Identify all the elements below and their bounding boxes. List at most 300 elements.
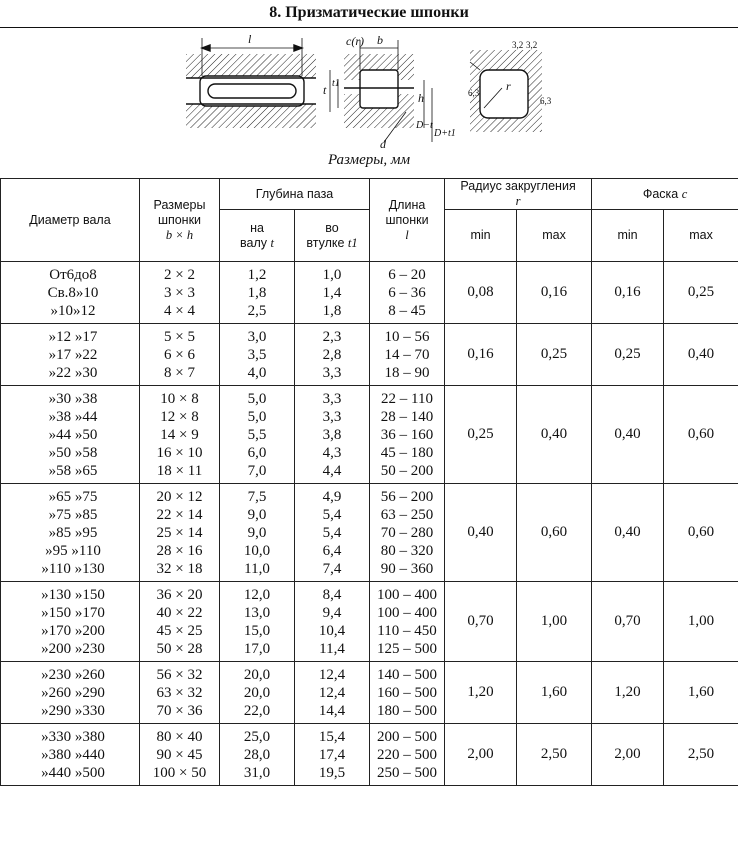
header-key-size [140,179,220,262]
diameter-part-w1: » [48,427,57,443]
diameter-part-w1: » [41,623,49,639]
length-value: 45 – 180 [380,445,434,461]
length-cell [370,386,445,484]
hub-depth-value: 5,4 [322,507,342,523]
length-value: 22 – 110 [381,391,433,407]
diameter-part-w1: » [48,409,57,425]
diameter-part-w1: » [41,561,49,577]
length-value: 140 – 500 [377,667,438,683]
key-size-value: 4 × 4 [164,303,195,319]
header-radius [445,179,592,210]
shaft-depth-value: 3,5 [247,347,267,363]
chamfer-max-value: 0,60 [664,386,738,484]
length-value: 110 – 450 [377,623,437,639]
diameter-part-a: 12 » [56,329,83,345]
length-cell [370,484,445,582]
diameter-range [3,390,139,408]
diameter-part-w1: » [48,507,57,523]
shaft-depth-value: 31,0 [243,765,271,781]
diameter-part-a: 290 » [48,703,83,719]
diameter-part-b: 58 [82,445,98,461]
shaft-depth-value: 4,0 [247,365,267,381]
shaft-depth-value: 5,5 [247,427,267,443]
hub-depth-value: 3,8 [322,427,342,443]
length-value: 250 – 500 [377,765,438,781]
chamfer-min-value: 0,70 [592,582,664,662]
shaft-depth-cell [220,724,295,786]
diameter-part-b: 50 [82,427,98,443]
diameter-range [3,640,139,658]
diameter-cell [1,324,140,386]
key-size-value: 14 × 9 [160,427,199,443]
diameter-part-w1: » [50,303,58,319]
header-depth: Глубина паза [220,179,370,210]
key-size-value: 45 × 25 [156,623,203,639]
diameter-part-a: 38 » [56,409,83,425]
header-depth-shaft-line1: на [250,220,264,235]
table-row-group [1,662,738,724]
shaft-depth-value: 10,0 [243,543,271,559]
hub-depth-value: 4,3 [322,445,342,461]
table-row-group [1,324,738,386]
diameter-part-b: 170 [82,605,105,621]
key-size-value: 50 × 28 [156,641,203,657]
diameter-part-a: 75 » [56,507,83,523]
diameter-part-b: 12 [80,303,96,319]
radius-min-value: 0,70 [445,582,517,662]
hub-depth-cell [295,324,370,386]
radius-min-value: 1,20 [445,662,517,724]
diameter-range [3,426,139,444]
radius-max-value: 0,60 [517,484,592,582]
diameter-range [3,346,139,364]
hub-depth-value: 1,4 [322,285,342,301]
length-cell [370,582,445,662]
diameter-part-w1: » [41,765,49,781]
title-rule [0,27,738,28]
header-key-size-line3: b × h [165,227,194,242]
diameter-part-b: 130 [82,561,105,577]
key-size-cell [140,324,220,386]
diameter-part-w1: » [48,391,57,407]
diameter-part-a: 22 » [56,365,83,381]
table-row-group [1,724,738,786]
fig-label-rough-2: 3,2 [526,40,538,50]
header-radius-max: max [517,210,592,262]
shaft-depth-value: 5,0 [247,409,267,425]
diameter-part-w1: » [48,445,57,461]
chamfer-min-value: 1,20 [592,662,664,724]
diameter-part-w1: От [49,267,67,283]
diameter-part-b: 85 [82,507,98,523]
shaft-depth-value: 12,0 [243,587,271,603]
diameter-part-b: 110 [78,543,101,559]
length-value: 70 – 280 [380,525,434,541]
header-diameter: Диаметр вала [1,179,140,262]
diameter-part-a: 150 » [48,605,83,621]
header-radius-sym: r [515,194,521,208]
radius-min-value: 0,16 [445,324,517,386]
diameter-part-w1: » [41,747,49,763]
hub-depth-cell [295,262,370,324]
diameter-cell [1,724,140,786]
fig-label-t1: t1 [332,78,340,89]
key-size-value: 12 × 8 [160,409,199,425]
length-value: 100 – 400 [377,587,438,603]
shaft-depth-value: 2,5 [247,303,267,319]
chamfer-max-value: 2,50 [664,724,738,786]
chamfer-max-value: 0,25 [664,262,738,324]
table-row-group [1,386,738,484]
diameter-part-a: 17 » [56,347,83,363]
diameter-cell [1,386,140,484]
key-size-cell [140,386,220,484]
shaft-depth-value: 11,0 [244,561,270,577]
fig-label-c: c(r) [346,34,364,48]
hub-depth-value: 4,9 [322,489,342,505]
hub-depth-value: 19,5 [318,765,346,781]
key-size-value: 90 × 45 [156,747,203,763]
shaft-side-view [186,38,316,128]
hub-depth-value: 3,3 [322,391,342,407]
key-size-cell [140,484,220,582]
key-size-value: 20 × 12 [156,489,203,505]
diameter-cell [1,582,140,662]
shaft-depth-value: 7,0 [247,463,267,479]
diameter-part-w1: » [48,347,57,363]
fig-label-h: h [418,91,424,105]
radius-max-value: 1,00 [517,582,592,662]
diameter-range [3,728,139,746]
diameter-part-a: 440 » [48,765,83,781]
table-title: 8. Призматические шпонки [269,4,469,21]
length-value: 8 – 45 [388,303,426,319]
length-cell [370,324,445,386]
table-row-group [1,484,738,582]
key-size-value: 18 × 11 [156,463,203,479]
header-depth-shaft-line2: валу t [240,235,274,250]
fig-label-l: l [248,32,252,46]
diameter-part-a: 330 » [48,729,83,745]
key-size-cell [140,582,220,662]
header-depth-shaft [220,210,295,262]
header-length-line2: шпонки [385,212,429,227]
hub-depth-value: 12,4 [318,685,346,701]
diameter-range [3,604,139,622]
length-cell [370,662,445,724]
shaft-depth-cell [220,484,295,582]
header-radius-label: Радиус закругления [460,179,576,193]
diameter-part-b: 200 [82,623,105,639]
hub-depth-value: 12,4 [318,667,346,683]
hub-depth-value: 3,3 [322,365,342,381]
diameter-range [3,622,139,640]
header-chamfer [592,179,738,210]
length-value: 50 – 200 [380,463,434,479]
length-value: 160 – 500 [377,685,438,701]
hub-depth-value: 17,4 [318,747,346,763]
shaft-depth-value: 15,0 [243,623,271,639]
chamfer-min-value: 0,40 [592,386,664,484]
diameter-part-b: 38 [82,391,98,407]
hub-depth-value: 5,4 [322,525,342,541]
shaft-depth-value: 20,0 [243,685,271,701]
length-value: 180 – 500 [377,703,438,719]
radius-max-value: 0,16 [517,262,592,324]
key-size-value: 2 × 2 [164,267,195,283]
diameter-range [3,666,139,684]
diameter-part-b: 8 [89,267,97,283]
shaft-depth-value: 20,0 [243,667,271,683]
diameter-part-w2: » [73,303,81,319]
shaft-depth-value: 9,0 [247,525,267,541]
hub-depth-value: 11,4 [319,641,345,657]
diameter-part-w1: » [48,525,57,541]
diameter-part-a: 85 » [56,525,83,541]
radius-max-value: 2,50 [517,724,592,786]
diameter-part-b: 22 [82,347,98,363]
diameter-part-b: 17 [82,329,98,345]
length-cell [370,724,445,786]
diameter-part-b: 230 [82,641,105,657]
header-length-sym: l [405,227,409,242]
diameter-part-b: 440 [82,747,105,763]
diameter-cell [1,262,140,324]
length-value: 200 – 500 [377,729,438,745]
diameter-part-w1: » [41,729,49,745]
fig-label-d-minus-t: D−t [416,120,433,131]
hub-depth-value: 14,4 [318,703,346,719]
header-chamfer-max: max [664,210,738,262]
diameter-part-b: 290 [82,685,105,701]
radius-max-value: 1,60 [517,662,592,724]
hub-depth-value: 6,4 [322,543,342,559]
length-value: 63 – 250 [380,507,434,523]
diameter-part-a: 8 [68,285,76,301]
radius-max-value: 0,25 [517,324,592,386]
chamfer-max-value: 0,40 [664,324,738,386]
diameter-range [3,560,139,578]
diameter-range [3,302,139,320]
length-value: 100 – 400 [377,605,438,621]
diameter-cell [1,662,140,724]
diameter-part-w2: » [75,285,84,301]
diameter-part-a: 50 » [56,445,83,461]
diameter-range [3,506,139,524]
hub-depth-value: 1,8 [322,303,342,319]
key-size-value: 6 × 6 [164,347,195,363]
key-size-value: 70 × 36 [156,703,203,719]
header-key-size-line2: шпонки [157,212,202,227]
diameter-part-w1: » [41,587,49,603]
diameter-range [3,364,139,382]
fig-label-d-plus-t1: D+t1 [434,128,456,139]
length-value: 220 – 500 [377,747,438,763]
fig-label-b: b [377,33,383,47]
length-value: 6 – 20 [388,267,426,283]
key-size-value: 10 × 8 [160,391,199,407]
key-size-value: 80 × 40 [156,729,203,745]
length-value: 28 – 140 [380,409,434,425]
keyway-drawing [180,32,560,150]
shaft-depth-value: 7,5 [247,489,267,505]
length-value: 10 – 56 [384,329,430,345]
diameter-cell [1,484,140,582]
diameter-part-w1: » [48,365,57,381]
hub-depth-value: 2,3 [322,329,342,345]
hub-depth-value: 8,4 [322,587,342,603]
diameter-range [3,266,139,284]
diameter-range [3,444,139,462]
fig-label-rough-3: 6,3 [468,88,480,98]
diameter-range [3,284,139,302]
shaft-depth-cell [220,386,295,484]
header-length-line1: Длина [388,197,426,212]
key-size-value: 100 × 50 [152,765,207,781]
diameter-part-w1: Св. [47,285,69,301]
key-size-value: 40 × 22 [156,605,203,621]
hub-depth-value: 15,4 [318,729,346,745]
shaft-depth-value: 1,8 [247,285,267,301]
diameter-part-a: 380 » [48,747,83,763]
chamfer-min-value: 2,00 [592,724,664,786]
diameter-part-b: 95 [82,525,98,541]
table-row-group [1,262,738,324]
header-chamfer-sym: c [681,186,688,201]
fig-label-rough-1: 3,2 [512,40,524,50]
diameter-range [3,746,139,764]
diameter-part-w1: » [41,685,49,701]
diameter-part-b: 75 [82,489,98,505]
hub-depth-value: 4,4 [322,463,342,479]
fig-label-r: r [506,79,511,93]
diameter-part-a: 30 » [56,391,83,407]
shaft-depth-cell [220,324,295,386]
header-chamfer-min: min [592,210,664,262]
length-value: 6 – 36 [388,285,426,301]
diameter-part-b: 500 [82,765,105,781]
hub-depth-value: 10,4 [318,623,346,639]
diameter-part-w1: » [45,543,53,559]
chamfer-min-value: 0,40 [592,484,664,582]
units-caption: Размеры, мм [327,152,411,168]
key-size-value: 32 × 18 [156,561,203,577]
key-size-value: 8 × 7 [164,365,195,381]
diameter-part-b: 44 [82,409,98,425]
header-key-size-line1: Размеры [153,197,206,212]
header-depth-hub [295,210,370,262]
diameter-part-a: 110 » [48,561,83,577]
diameter-part-a: 6 [66,267,75,283]
diameter-range [3,524,139,542]
key-size-value: 28 × 16 [156,543,203,559]
key-size-value: 22 × 14 [156,507,203,523]
diameter-part-b: 65 [82,463,98,479]
diameter-part-w1: » [41,667,49,683]
key-size-value: 16 × 10 [156,445,203,461]
radius-min-value: 0,40 [445,484,517,582]
chamfer-min-value: 0,16 [592,262,664,324]
hub-depth-value: 9,4 [322,605,342,621]
length-value: 125 – 500 [377,641,438,657]
length-value: 56 – 200 [380,489,434,505]
chamfer-max-value: 0,60 [664,484,738,582]
length-value: 18 – 90 [384,365,430,381]
diameter-range [3,462,139,480]
hub-depth-cell [295,582,370,662]
diameter-part-b: 260 [82,667,105,683]
header-radius-min: min [445,210,517,262]
diameter-range [3,702,139,720]
diameter-range [3,328,139,346]
diameter-range [3,408,139,426]
diameter-part-w1: » [41,605,49,621]
diameter-part-w1: » [41,703,49,719]
radius-min-value: 0,25 [445,386,517,484]
diameter-part-a: 95 » [52,543,79,559]
length-value: 14 – 70 [384,347,430,363]
diameter-part-w1: » [41,641,49,657]
hub-depth-cell [295,386,370,484]
hub-depth-cell [295,662,370,724]
hub-depth-cell [295,484,370,582]
header-depth-hub-line1: во [325,220,339,235]
keys-table [0,178,738,786]
diameter-part-a: 200 » [48,641,83,657]
diameter-part-a: 65 » [56,489,83,505]
hub-depth-value: 3,3 [322,409,342,425]
shaft-depth-value: 3,0 [247,329,267,345]
shaft-depth-value: 13,0 [243,605,271,621]
diameter-part-w1: » [48,489,57,505]
hub-depth-value: 2,8 [322,347,342,363]
key-size-cell [140,662,220,724]
shaft-depth-value: 9,0 [247,507,267,523]
diameter-part-a: 58 » [56,463,83,479]
diameter-part-a: 230 » [48,667,83,683]
chamfer-max-value: 1,60 [664,662,738,724]
header-length [370,179,445,262]
diameter-range [3,488,139,506]
header-chamfer-label: Фаска [642,186,679,201]
diameter-part-w2: до [74,267,90,283]
key-size-value: 63 × 32 [156,685,203,701]
diameter-range [3,684,139,702]
diameter-part-b: 330 [82,703,105,719]
hub-depth-value: 7,4 [322,561,342,577]
key-size-value: 56 × 32 [156,667,203,683]
diameter-part-b: 30 [82,365,98,381]
fig-label-d: d [380,137,386,150]
shaft-depth-cell [220,662,295,724]
key-size-value: 3 × 3 [164,285,195,301]
length-value: 36 – 160 [380,427,434,443]
diameter-part-b: 380 [82,729,105,745]
diameter-part-a: 260 » [48,685,83,701]
diameter-part-a: 170 » [48,623,83,639]
length-value: 90 – 360 [380,561,434,577]
diameter-range [3,542,139,560]
diameter-part-a: 44 » [56,427,83,443]
fig-label-rough-4: 6,3 [540,96,552,106]
diameter-range [3,764,139,782]
shaft-depth-value: 25,0 [243,729,271,745]
diameter-part-w1: » [48,329,57,345]
chamfer-max-value: 1,00 [664,582,738,662]
shaft-depth-value: 5,0 [247,391,267,407]
radius-max-value: 0,40 [517,386,592,484]
shaft-depth-value: 28,0 [243,747,271,763]
